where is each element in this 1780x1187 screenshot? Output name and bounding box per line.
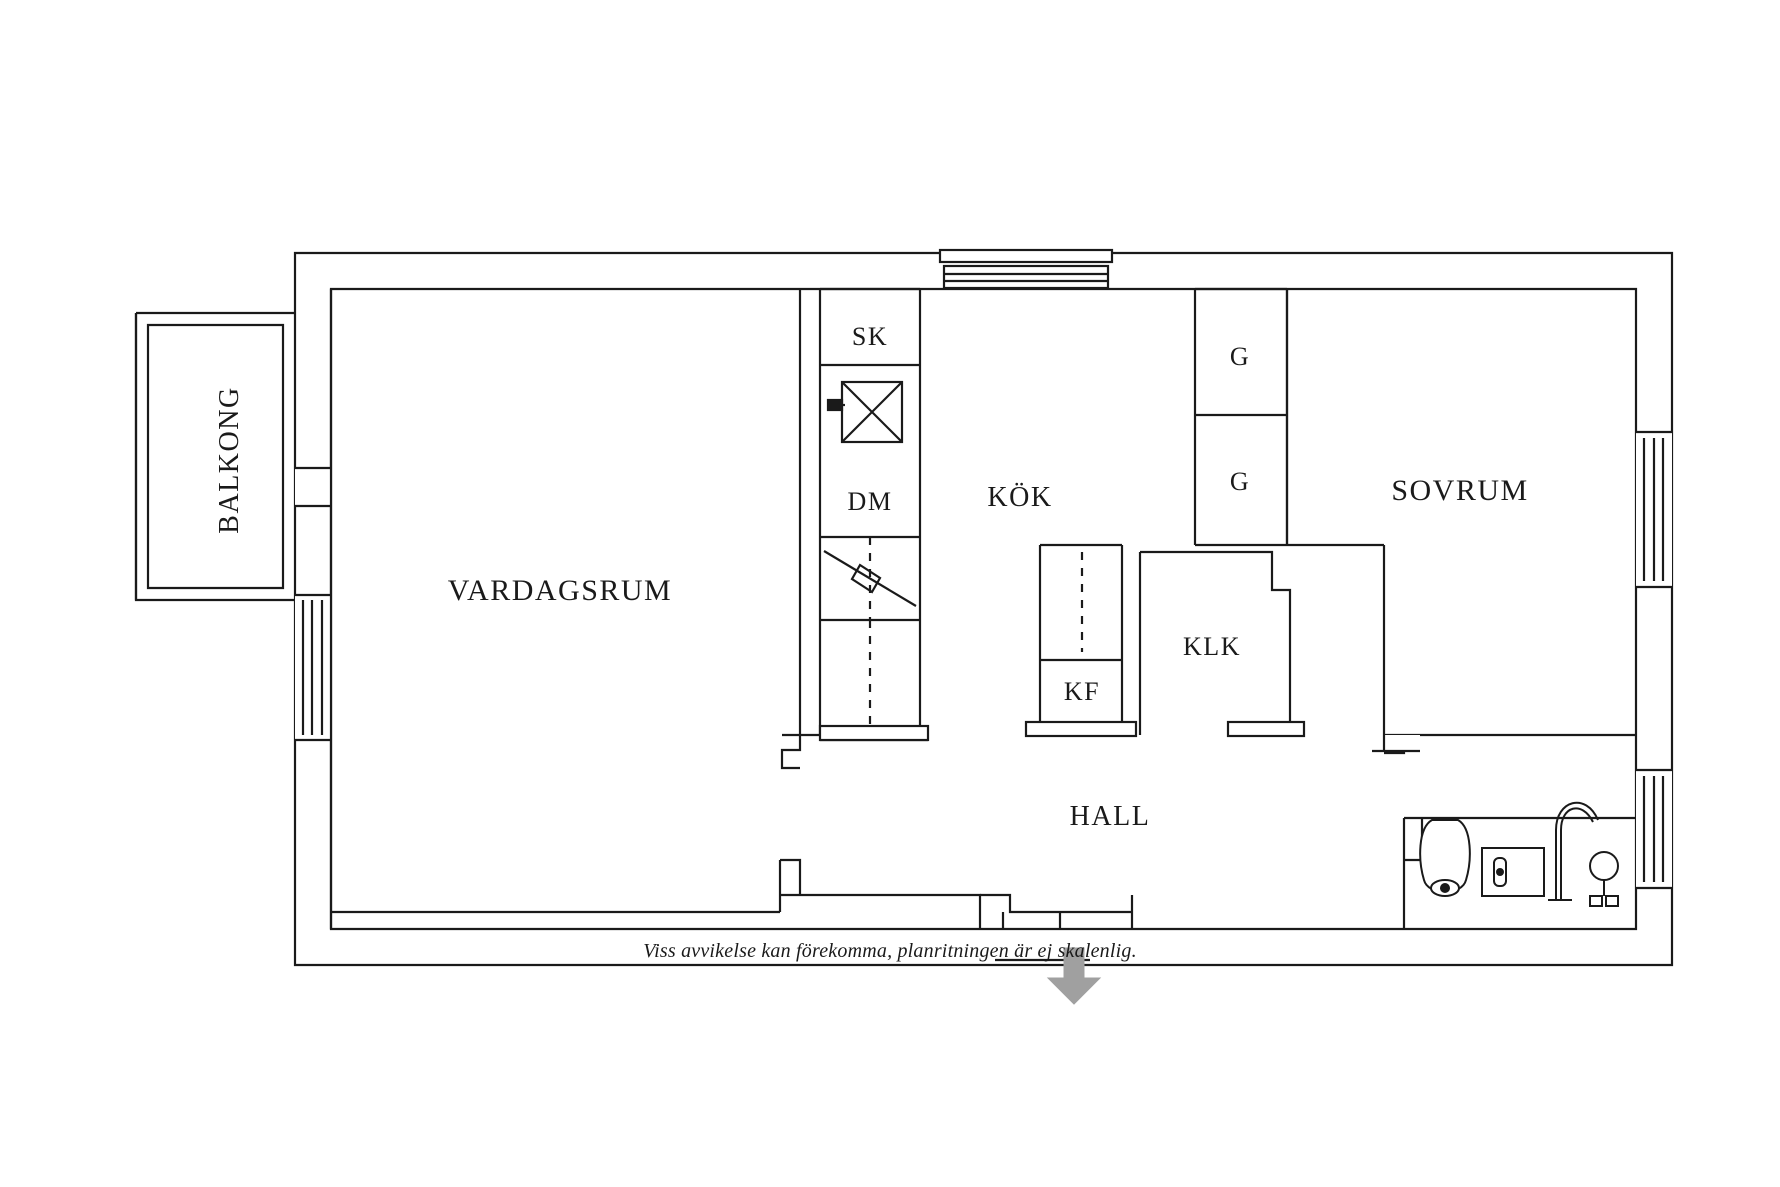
room-label-kf: KF <box>1063 677 1101 706</box>
right-windows <box>1636 432 1672 888</box>
room-label-sk: SK <box>851 322 889 351</box>
room-label-sovrum: SOVRUM <box>1391 474 1529 507</box>
kitchen-window <box>940 250 1112 288</box>
room-label-g-lower: G <box>1229 467 1251 496</box>
room-label-dm: DM <box>847 487 893 516</box>
wall-segments <box>295 468 331 740</box>
room-label-klk: KLK <box>1183 632 1241 661</box>
room-label-vardagsrum: VARDAGSRUM <box>447 574 673 607</box>
room-label-kok: KÖK <box>987 482 1053 513</box>
room-label-g-upper: G <box>1229 342 1251 371</box>
disclaimer-text: Viss avvikelse kan förekomma, planritningen är ej skalenlig. <box>643 940 1137 962</box>
sink-icon <box>1482 848 1544 896</box>
room-label-hall: HALL <box>1069 801 1151 832</box>
room-label-balkong: BALKONG <box>214 386 245 534</box>
toilet-icon <box>1420 820 1470 896</box>
